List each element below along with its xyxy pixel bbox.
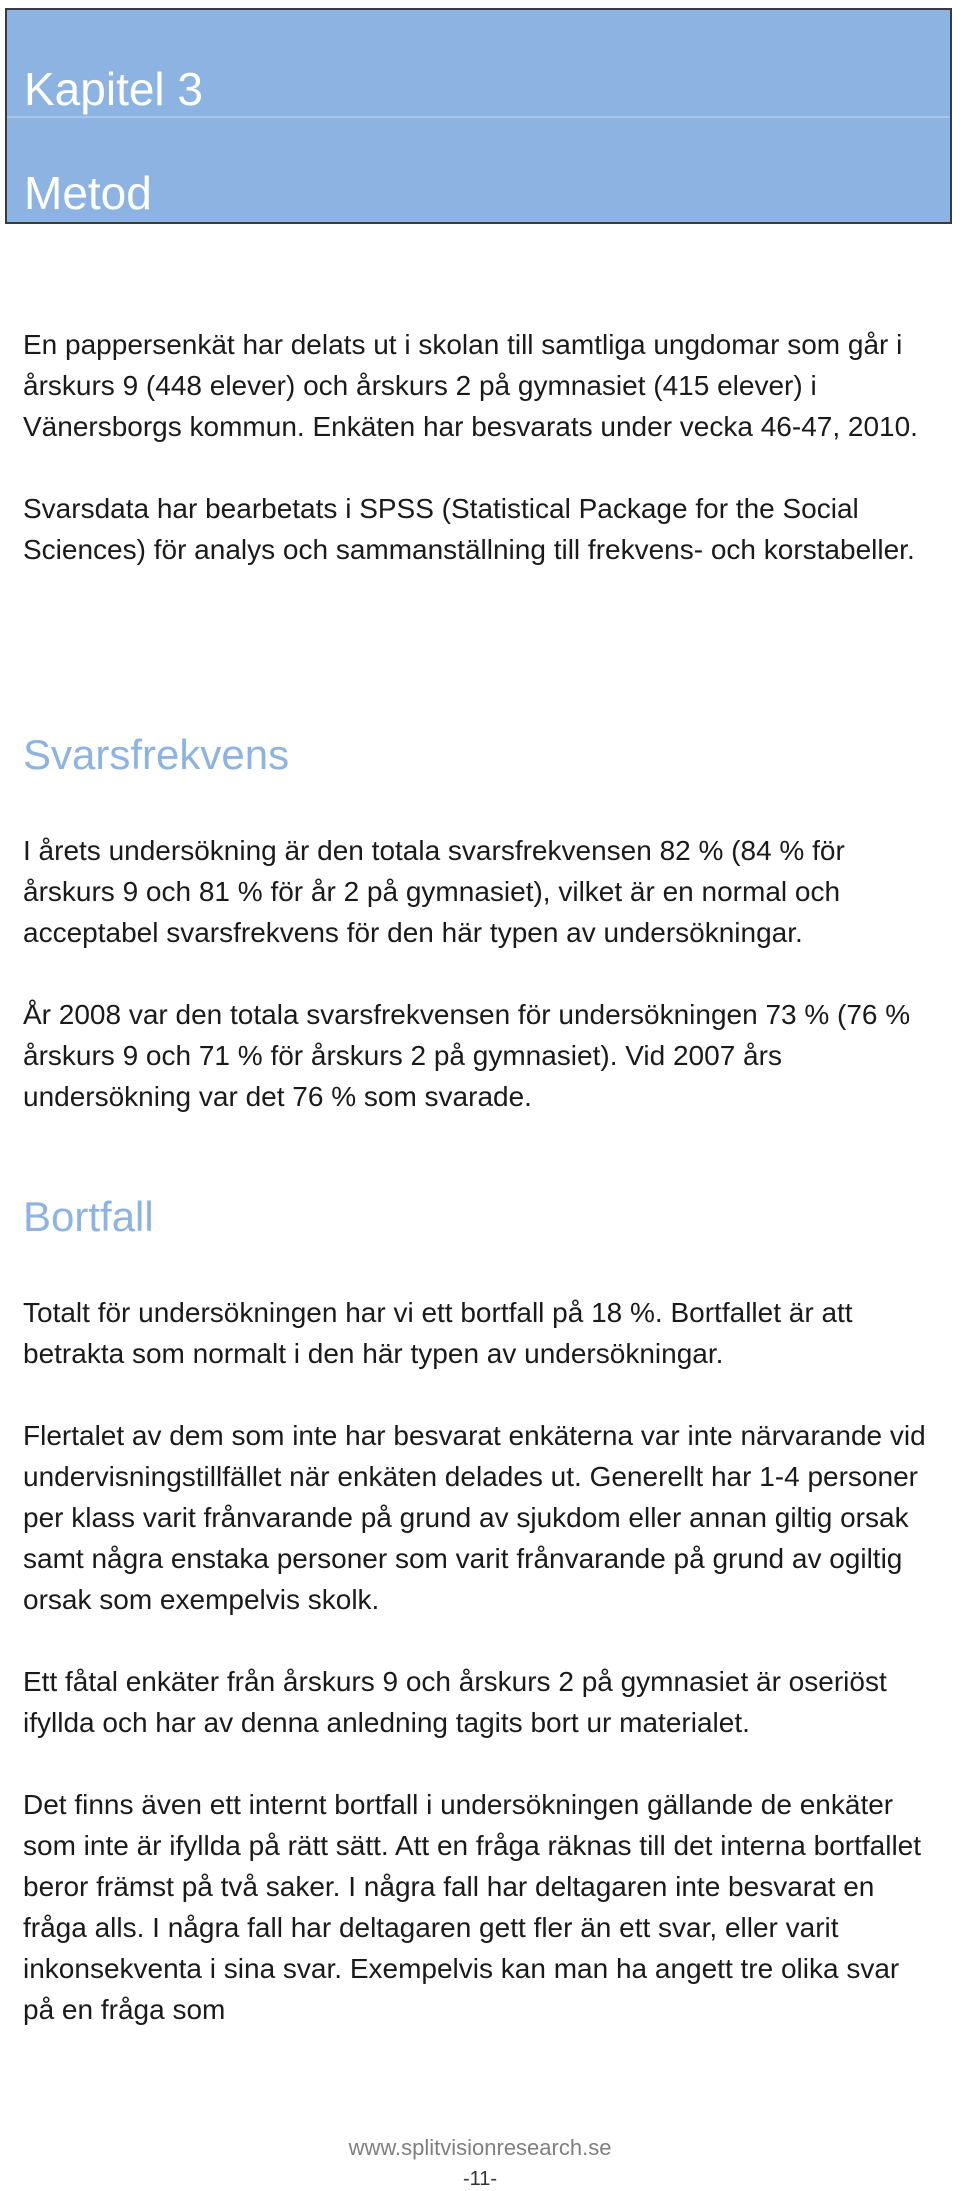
footer-url: www.splitvisionresearch.se	[348, 2135, 612, 2160]
intro-paragraph-1: En pappersenkät har delats ut i skolan till samtliga ungdomar som går i årskurs 9 (448 elever) och årskurs 2 på gymnasiet (415 elever) i Vänersborgs kommun. Enkäten har besvarats under vecka 46-47, 2010.	[23, 329, 918, 442]
chapter-label: Kapitel 3	[24, 63, 204, 115]
bortfall-paragraph-3: Ett fåtal enkäter från årskurs 9 och årskurs 2 på gymnasiet är oseriöst ifyllda och har av denna anledning tagits bort ur materialet.	[23, 1666, 887, 1738]
chapter-banner	[5, 8, 952, 224]
bortfall-paragraph-2: Flertalet av dem som inte har besvarat enkäterna var inte närvarande vid undervisningstillfället när enkäten delades ut. Generellt har 1-4 personer per klass varit frånvarande på grund av sjukdom eller annan giltig orsak samt några enstaka personer som varit frånvarande på grund av ogiltig orsak som exempelvis skolk.	[23, 1420, 926, 1615]
bortfall-paragraph-4: Det finns även ett internt bortfall i undersökningen gällande de enkäter som inte är ifyllda på rätt sätt. Att en fråga räknas till det interna bortfallet beror främst på två saker. I några fall har deltagaren inte besvarat en fråga alls. I några fall har deltagaren gett fler än ett svar, eller varit inkonsekventa i sina svar. Exempelvis kan man ha angett tre olika svar på en fråga som	[23, 1789, 922, 2025]
svarsfrekvens-heading: Svarsfrekvens	[23, 731, 290, 778]
svarsfrekvens-body	[23, 830, 933, 1117]
chapter-title: Metod	[24, 167, 152, 219]
page-number: -11-	[462, 2168, 498, 2190]
intro-paragraph-2: Svarsdata har bearbetats i SPSS (Statistical Package for the Social Sciences) för analys och sammanställning till frekvens- och korstabeller.	[23, 493, 915, 565]
bortfall-section	[23, 1192, 933, 1242]
bortfall-paragraph-1: Totalt för undersökningen har vi ett bortfall på 18 %. Bortfallet är att betrakta som normalt i den här typen av undersökningar.	[23, 1297, 853, 1369]
bortfall-body	[23, 1292, 933, 2030]
svarsfrekvens-paragraph-2: År 2008 var den totala svarsfrekvensen för undersökningen 73 % (76 % årskurs 9 och 71 % för årskurs 2 på gymnasiet). Vid 2007 års undersökning var det 76 % som svarade.	[23, 999, 911, 1112]
bortfall-heading: Bortfall	[23, 1193, 154, 1240]
chapter-banner-divider	[7, 116, 950, 118]
svarsfrekvens-section	[23, 730, 933, 780]
svarsfrekvens-paragraph-1: I årets undersökning är den totala svarsfrekvensen 82 % (84 % för årskurs 9 och 81 % för år 2 på gymnasiet), vilket är en normal och acceptabel svarsfrekvens för den här typen av undersökningar.	[23, 835, 845, 948]
intro-section	[23, 324, 933, 570]
